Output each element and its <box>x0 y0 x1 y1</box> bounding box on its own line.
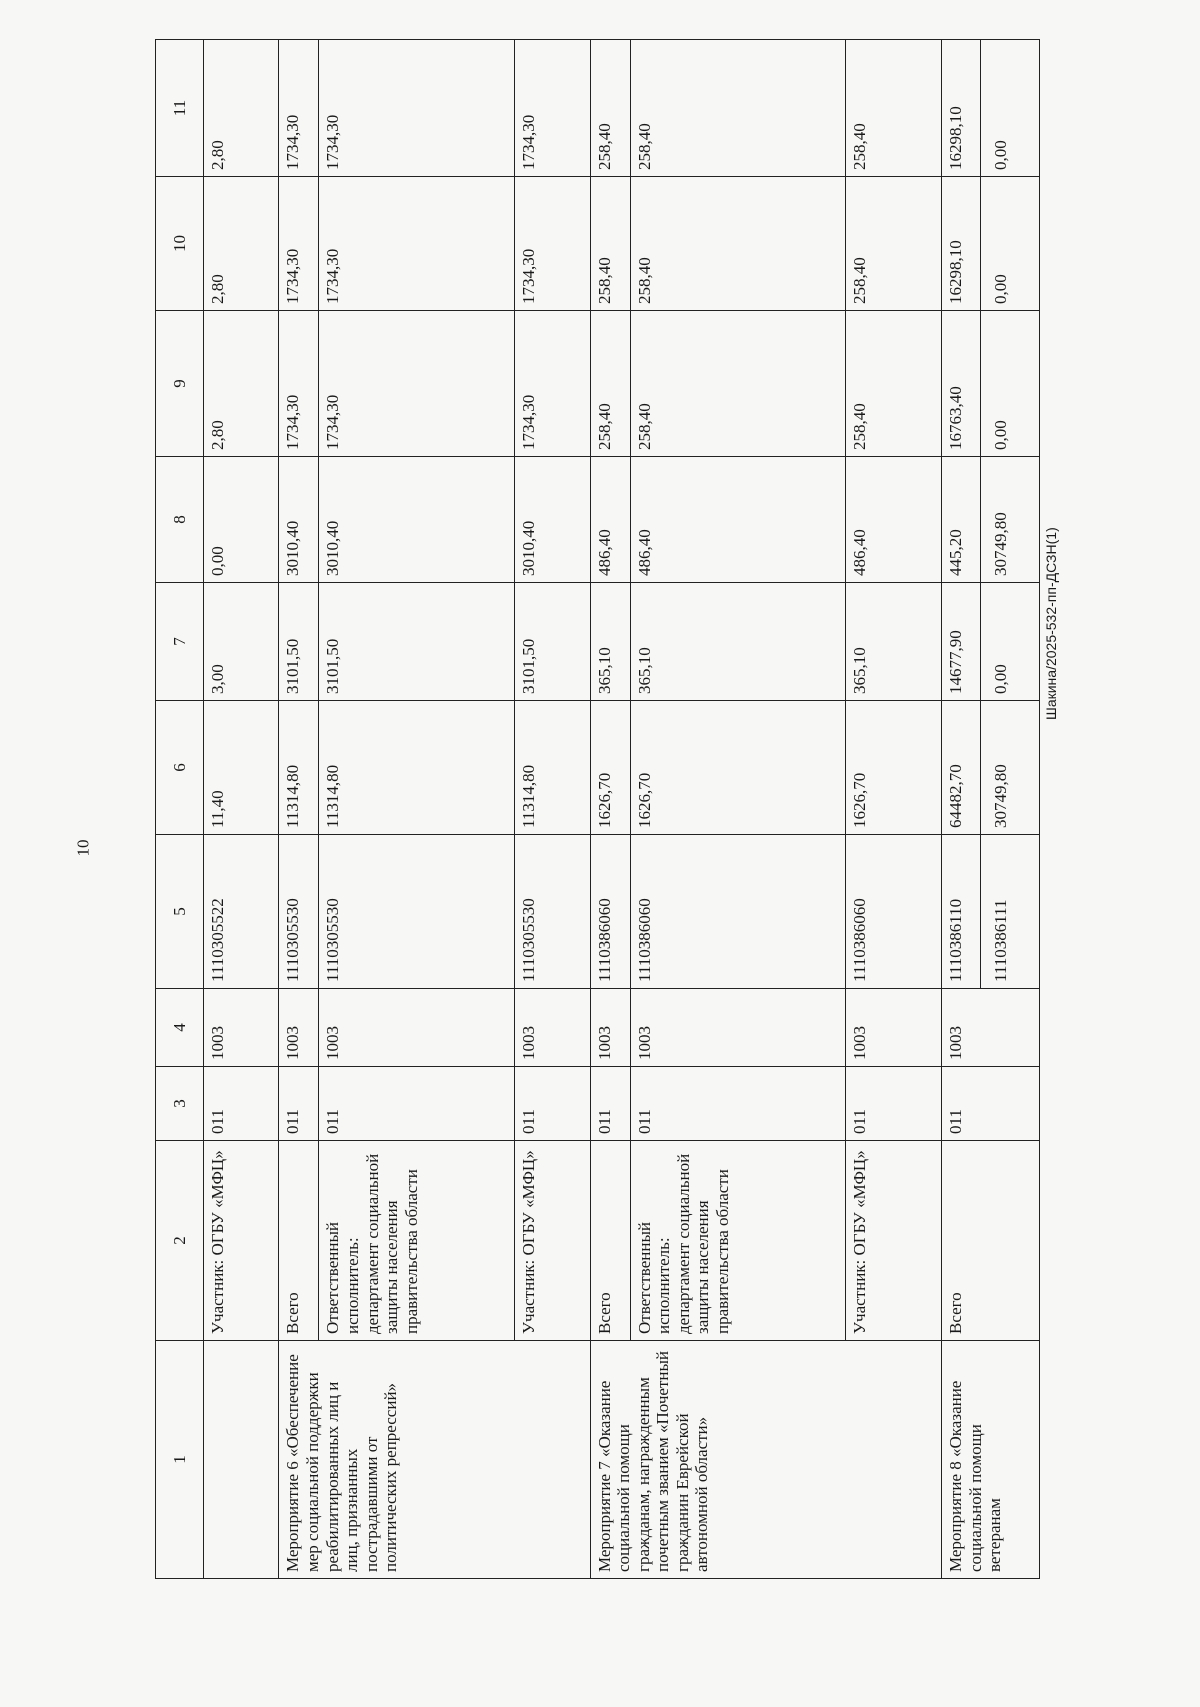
value-cell: 3101,50 <box>515 583 591 701</box>
value-bottom: 0,00 <box>990 140 1010 170</box>
code-cell: 011 <box>590 1067 630 1141</box>
header-cell-7: 7 <box>156 583 204 701</box>
code-cell: 011 <box>942 1067 1040 1141</box>
code-cell: 011 <box>203 1067 279 1141</box>
code-cell: 011 <box>319 1067 515 1141</box>
value-bottom: 0,00 <box>990 274 1010 304</box>
value-cell: 1626,70 <box>590 701 630 835</box>
target-code-cell: 1110386060 <box>846 835 942 989</box>
table-row <box>279 40 319 1579</box>
section-cell: 1003 <box>590 989 630 1067</box>
value-bottom: 0,00 <box>990 664 1010 694</box>
target-code-cell: 1110305530 <box>319 835 515 989</box>
value-cell: 3010,40 <box>515 457 591 583</box>
value-cell: 1734,30 <box>319 177 515 311</box>
header-cell-11: 11 <box>156 40 204 177</box>
code-cell: 011 <box>279 1067 319 1141</box>
value-cell <box>942 40 1040 177</box>
participant-cell: Ответственный исполнитель: департамент социальной защиты населения правительства области <box>630 1141 846 1341</box>
code-cell: 011 <box>515 1067 591 1141</box>
value-cell: 486,40 <box>630 457 846 583</box>
value-cell <box>942 583 1040 701</box>
page-number: 10 <box>73 839 93 857</box>
value-cell: 1626,70 <box>630 701 846 835</box>
target-code-cell: 1110305522 <box>203 835 279 989</box>
section-cell: 1003 <box>203 989 279 1067</box>
value-cell: 258,40 <box>846 177 942 311</box>
header-cell-10: 10 <box>156 177 204 311</box>
participant-cell: Всего <box>942 1141 1040 1341</box>
value-bottom: 0,00 <box>990 420 1010 450</box>
section-cell: 1003 <box>630 989 846 1067</box>
table-row <box>590 40 630 1579</box>
value-bottom: 30749,80 <box>990 764 1010 828</box>
value-cell: 365,10 <box>630 583 846 701</box>
value-cell: 365,10 <box>846 583 942 701</box>
table-row <box>942 40 1040 1579</box>
target-code-cell: 1110386060 <box>590 835 630 989</box>
value-cell: 1626,70 <box>846 701 942 835</box>
value-cell: 365,10 <box>590 583 630 701</box>
value-cell: 258,40 <box>846 40 942 177</box>
participant-cell: Участник: ОГБУ «МФЦ» <box>846 1141 942 1341</box>
value-cell: 258,40 <box>630 177 846 311</box>
code-cell: 011 <box>846 1067 942 1141</box>
target-code-cell <box>942 835 1040 989</box>
target-code-cell: 1110386060 <box>630 835 846 989</box>
participant-cell: Всего <box>590 1141 630 1341</box>
value-cell: 1734,30 <box>319 311 515 457</box>
header-cell-6: 6 <box>156 701 204 835</box>
event-name-cell <box>203 1341 279 1579</box>
target-code-cell: 1110305530 <box>515 835 591 989</box>
header-cell-5: 5 <box>156 835 204 989</box>
participant-cell: Ответственный исполнитель: департамент социальной защиты населения правительства области <box>319 1141 515 1341</box>
value-cell: 1734,30 <box>515 311 591 457</box>
participant-cell: Участник: ОГБУ «МФЦ» <box>203 1141 279 1341</box>
value-cell: 1734,30 <box>279 177 319 311</box>
value-cell: 1734,30 <box>319 40 515 177</box>
event-name-cell: Мероприятие 6 «Обеспечение мер социальной поддержки реабилитированных лиц и лиц, признанных пострадавшими от политических репрессий» <box>279 1341 590 1579</box>
value-cell: 3010,40 <box>319 457 515 583</box>
header-cell-8: 8 <box>156 457 204 583</box>
section-cell: 1003 <box>279 989 319 1067</box>
header-cell-2: 2 <box>156 1141 204 1341</box>
event-name-cell: Мероприятие 8 «Оказание социальной помощи ветеранам <box>942 1341 1040 1579</box>
value-cell: 2,80 <box>203 177 279 311</box>
value-top: 445,20 <box>946 457 981 582</box>
value-top: 64482,70 <box>946 701 981 834</box>
value-bottom: 30749,80 <box>990 512 1010 576</box>
value-cell: 258,40 <box>590 177 630 311</box>
section-cell: 1003 <box>515 989 591 1067</box>
value-cell: 1734,30 <box>515 40 591 177</box>
participant-cell: Участник: ОГБУ «МФЦ» <box>515 1141 591 1341</box>
value-cell: 2,80 <box>203 40 279 177</box>
value-cell: 3,00 <box>203 583 279 701</box>
value-top: 16298,10 <box>946 177 981 310</box>
value-cell: 3101,50 <box>319 583 515 701</box>
value-cell: 258,40 <box>630 40 846 177</box>
value-cell: 1734,30 <box>515 177 591 311</box>
value-cell: 11,40 <box>203 701 279 835</box>
header-cell-3: 3 <box>156 1067 204 1141</box>
document-footer-code: Шакина/2025-532-пп-ДСЗН(1) <box>1043 527 1059 720</box>
value-cell: 258,40 <box>590 311 630 457</box>
value-top: 16763,40 <box>946 311 981 456</box>
value-top: 16298,10 <box>946 40 981 176</box>
rotated-table-wrapper <box>155 40 1040 1579</box>
value-cell: 2,80 <box>203 311 279 457</box>
value-cell: 486,40 <box>846 457 942 583</box>
value-cell: 0,00 <box>203 457 279 583</box>
value-cell: 11314,80 <box>319 701 515 835</box>
header-row <box>156 40 204 1579</box>
budget-table <box>155 39 1040 1579</box>
section-cell: 1003 <box>942 989 1040 1067</box>
value-cell: 11314,80 <box>515 701 591 835</box>
value-cell: 1734,30 <box>279 311 319 457</box>
value-top: 14677,90 <box>946 583 981 700</box>
value-cell <box>942 701 1040 835</box>
value-cell: 3010,40 <box>279 457 319 583</box>
code-cell: 011 <box>630 1067 846 1141</box>
target-code-bottom: 1110386111 <box>990 899 1010 982</box>
value-cell: 486,40 <box>590 457 630 583</box>
value-cell: 258,40 <box>846 311 942 457</box>
value-cell <box>942 311 1040 457</box>
value-cell: 258,40 <box>590 40 630 177</box>
value-cell: 1734,30 <box>279 40 319 177</box>
section-cell: 1003 <box>846 989 942 1067</box>
table-row <box>203 40 279 1579</box>
value-cell: 3101,50 <box>279 583 319 701</box>
participant-cell: Всего <box>279 1141 319 1341</box>
target-code-cell: 1110305530 <box>279 835 319 989</box>
event-name-cell: Мероприятие 7 «Оказание социальной помощи гражданам, награжденным почетным званием «Почетный гражданин Еврейской автономной области» <box>590 1341 941 1579</box>
section-cell: 1003 <box>319 989 515 1067</box>
target-code-top: 1110386110 <box>946 835 981 988</box>
header-cell-1: 1 <box>156 1341 204 1579</box>
header-cell-9: 9 <box>156 311 204 457</box>
value-cell: 11314,80 <box>279 701 319 835</box>
header-cell-4: 4 <box>156 989 204 1067</box>
value-cell <box>942 177 1040 311</box>
value-cell: 258,40 <box>630 311 846 457</box>
value-cell <box>942 457 1040 583</box>
